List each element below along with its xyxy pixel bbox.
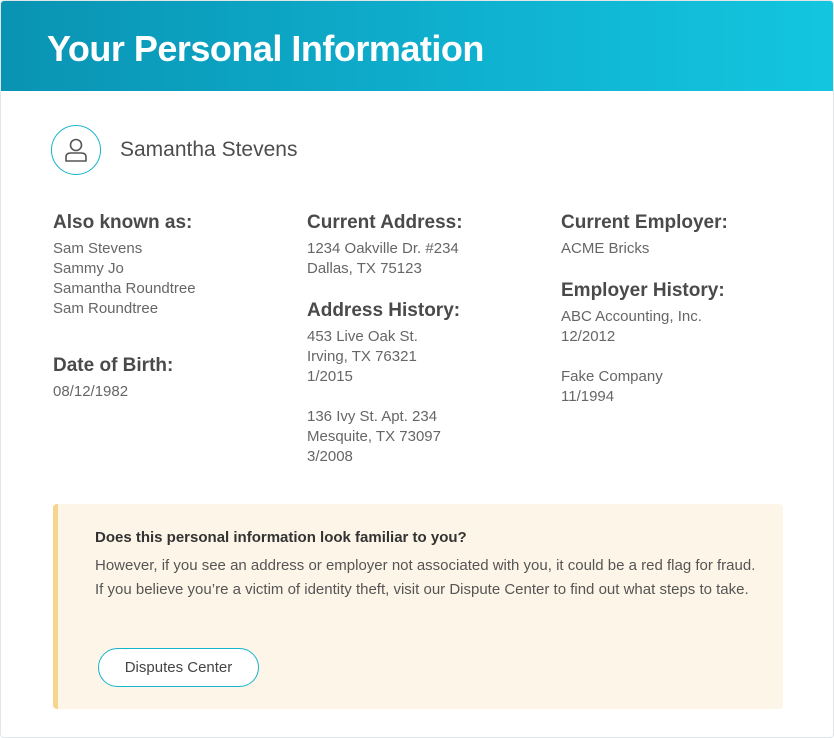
address-history-street: 453 Live Oak St.: [307, 328, 418, 345]
current-employer-name: ACME Bricks: [561, 240, 650, 257]
notice-body: However, if you see an address or employer not associated with you, it could be a red flag for fraud. If you believe you’re a victim of identity theft, visit our Dispute Center to find out what steps to take.: [95, 557, 756, 598]
employer-history-date: 11/1994: [561, 388, 615, 405]
address-history-date: 1/2015: [307, 368, 353, 385]
fraud-notice: [53, 504, 783, 709]
aliases-title: Also known as:: [53, 212, 193, 233]
column-employers: [561, 211, 801, 407]
current-employer-title: Current Employer:: [561, 212, 728, 233]
address-history-city: Irving, TX 76321: [307, 348, 417, 365]
header-banner: [1, 1, 834, 91]
user-icon: [63, 136, 89, 164]
dob-title: Date of Birth:: [53, 355, 174, 376]
page-title: Your Personal Information: [47, 28, 484, 69]
address-history-street: 136 Ivy St. Apt. 234: [307, 408, 438, 425]
employer-history-date: 12/2012: [561, 328, 616, 345]
employer-history-name: ABC Accounting, Inc.: [561, 308, 702, 325]
dob-value: 08/12/1982: [53, 383, 129, 400]
address-history-date: 3/2008: [307, 448, 353, 465]
current-address-line: 1234 Oakville Dr. #234: [307, 240, 459, 257]
column-aliases-dob: [53, 211, 293, 402]
alias-item: Sammy Jo: [53, 260, 124, 277]
profile-name: Samantha Stevens: [120, 138, 298, 161]
alias-item: Samantha Roundtree: [53, 280, 196, 297]
current-address-title: Current Address:: [307, 212, 463, 233]
column-addresses: [307, 211, 547, 467]
notice-question: Does this personal information look familiar to you?: [95, 529, 467, 546]
address-history-city: Mesquite, TX 73097: [307, 428, 441, 445]
employer-history-name: Fake Company: [561, 368, 663, 385]
current-address-line: Dallas, TX 75123: [307, 260, 422, 277]
disputes-center-button[interactable]: Disputes Center: [98, 648, 259, 687]
alias-item: Sam Stevens: [53, 240, 143, 257]
avatar: [51, 125, 101, 175]
alias-item: Sam Roundtree: [53, 300, 159, 317]
employer-history-title: Employer History:: [561, 280, 725, 301]
profile-row: [51, 125, 297, 175]
address-history-title: Address History:: [307, 300, 461, 321]
